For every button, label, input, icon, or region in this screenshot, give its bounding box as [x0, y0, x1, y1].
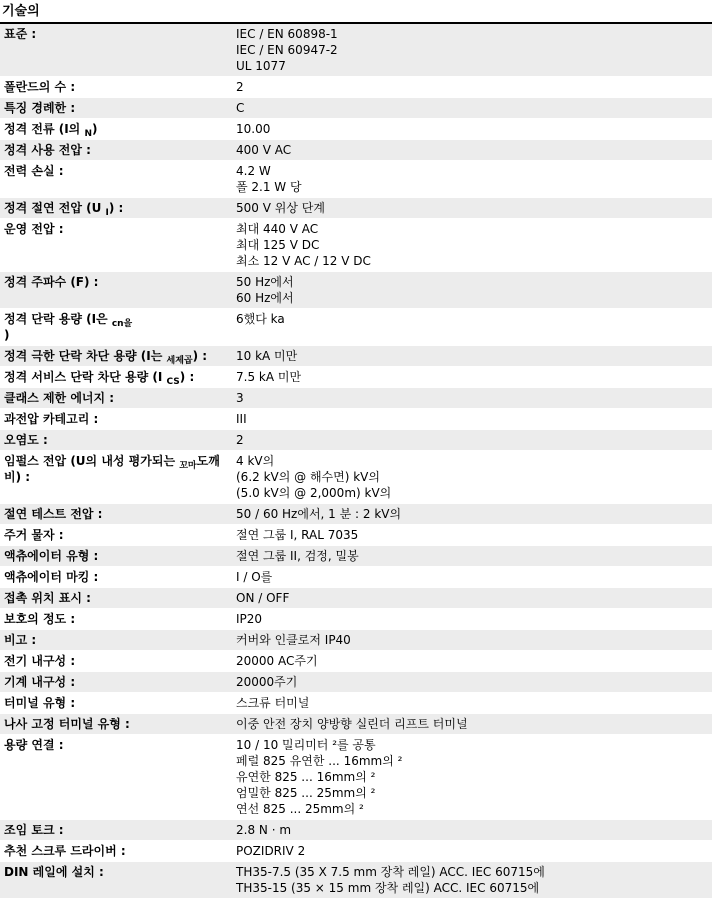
spec-label-text: DIN 레일에 설치 : [4, 865, 104, 879]
spec-label-text: 용량 연결 : [4, 738, 64, 752]
spec-value [232, 525, 712, 546]
spec-value [232, 735, 712, 820]
spec-row [0, 98, 712, 119]
spec-value-line: 50 Hz에서 [236, 275, 294, 289]
spec-label-text: 정격 극한 단락 차단 용량 (I는 [4, 349, 167, 363]
spec-label-text: 주거 물자 : [4, 528, 64, 542]
spec-value-line: 이중 안전 장치 양방향 실린더 리프트 터미널 [236, 717, 468, 731]
spec-value-line: 6했다 ka [236, 312, 285, 326]
spec-label [0, 862, 232, 899]
spec-value [232, 119, 712, 140]
spec-value-line: I / O를 [236, 570, 273, 584]
spec-value-line: 3 [236, 391, 244, 405]
spec-value-line: POZIDRIV 2 [236, 844, 306, 858]
spec-value-line: III [236, 412, 247, 426]
spec-label-subscript: I [105, 208, 109, 218]
spec-value-line: C [236, 101, 245, 115]
spec-value-line: (5.0 kV의 @ 2,000m) kV의 [236, 486, 392, 500]
spec-row [0, 24, 712, 77]
spec-label [0, 272, 232, 309]
spec-value-line: 60 Hz에서 [236, 291, 294, 305]
spec-label-suffix: ) : [108, 201, 124, 215]
spec-value-line: 500 V 위상 단계 [236, 201, 325, 215]
spec-label-text: 클래스 제한 에너지 : [4, 391, 115, 405]
spec-label [0, 346, 232, 367]
spec-label-text: 특징 경례한 : [4, 101, 76, 115]
spec-value-line: 50 / 60 Hz에서, 1 분 : 2 kV의 [236, 507, 402, 521]
spec-row [0, 841, 712, 862]
spec-value [232, 651, 712, 672]
spec-label-suffix: ) [4, 328, 10, 342]
spec-row [0, 119, 712, 140]
spec-label-text: 오염도 : [4, 433, 48, 447]
spec-value [232, 714, 712, 735]
spec-label [0, 409, 232, 430]
spec-label-text: 표준 : [4, 27, 37, 41]
spec-label-text: 정격 단락 용량 (I은 [4, 312, 112, 326]
spec-label [0, 735, 232, 820]
spec-label-subscript: N [84, 129, 92, 139]
spec-row [0, 630, 712, 651]
spec-label-subscript: 세제곱 [166, 356, 193, 366]
spec-row [0, 219, 712, 272]
spec-value-line: 2.8 N · m [236, 823, 292, 837]
spec-value [232, 272, 712, 309]
spec-label-text: 터미널 유형 : [4, 696, 76, 710]
spec-row [0, 198, 712, 219]
section-title: 기술의 [0, 0, 712, 24]
spec-row [0, 651, 712, 672]
spec-label [0, 630, 232, 651]
spec-value-line: 10.00 [236, 122, 271, 136]
spec-value-line: ON / OFF [236, 591, 290, 605]
spec-label-text: 임펄스 전압 (U의 내성 평가되는 [4, 454, 180, 468]
spec-value-line: 유연한 825 ... 16mm의 ² [236, 770, 376, 784]
spec-value-line: 10 / 10 밀리미터 ²를 공통 [236, 738, 376, 752]
spec-value [232, 198, 712, 219]
spec-value-line: 절연 그룹 I, RAL 7035 [236, 528, 359, 542]
spec-value [232, 140, 712, 161]
spec-label [0, 609, 232, 630]
spec-label-text: 운영 전압 : [4, 222, 64, 236]
spec-value [232, 77, 712, 98]
spec-row [0, 430, 712, 451]
spec-row [0, 820, 712, 841]
spec-label-text: 정격 서비스 단락 차단 용량 (I [4, 370, 167, 384]
spec-value-line: UL 1077 [236, 59, 286, 73]
spec-value [232, 409, 712, 430]
spec-label [0, 77, 232, 98]
spec-label-text: 기계 내구성 : [4, 675, 76, 689]
spec-label [0, 567, 232, 588]
spec-label-text: 정격 절연 전압 (U [4, 201, 106, 215]
spec-row [0, 346, 712, 367]
spec-value-line: 엄밀한 825 ... 25mm의 ² [236, 786, 376, 800]
spec-table-body [0, 24, 712, 899]
spec-label-text: 폴란드의 수 : [4, 80, 76, 94]
spec-row [0, 672, 712, 693]
spec-value-line: IEC / EN 60947-2 [236, 43, 338, 57]
spec-label-text: 비고 : [4, 633, 37, 647]
spec-row [0, 77, 712, 98]
spec-label-text: 정격 전류 (I의 [4, 122, 85, 136]
spec-value-line: 페럴 825 유연한 ... 16mm의 ² [236, 754, 403, 768]
spec-label [0, 451, 232, 504]
spec-label-suffix: ) : [179, 370, 195, 384]
spec-label [0, 588, 232, 609]
spec-label [0, 388, 232, 409]
spec-row [0, 161, 712, 198]
spec-label [0, 525, 232, 546]
spec-value [232, 841, 712, 862]
spec-label-text: 조임 토크 : [4, 823, 64, 837]
spec-label-text: 정격 주파수 (F) : [4, 275, 99, 289]
spec-value-line: 절연 그룹 II, 검정, 밀봉 [236, 549, 359, 563]
spec-label-text: 정격 사용 전압 : [4, 143, 91, 157]
spec-row [0, 714, 712, 735]
spec-value [232, 367, 712, 388]
spec-label [0, 841, 232, 862]
spec-value-line: (6.2 kV의 @ 해수면) kV의 [236, 470, 380, 484]
spec-table [0, 24, 712, 899]
spec-label-text: 전력 손실 : [4, 164, 64, 178]
spec-row [0, 451, 712, 504]
spec-label-text: 나사 고정 터미널 유형 : [4, 717, 130, 731]
spec-label [0, 546, 232, 567]
spec-value-line: 2 [236, 433, 244, 447]
spec-label [0, 367, 232, 388]
spec-value-line: 20000 AC주기 [236, 654, 318, 668]
spec-label-subscript: cn을 [111, 319, 133, 329]
spec-row [0, 367, 712, 388]
spec-value-line: 4.2 W [236, 164, 271, 178]
spec-row [0, 504, 712, 525]
spec-label-text: 과전압 카테고리 : [4, 412, 99, 426]
spec-row [0, 609, 712, 630]
spec-label [0, 820, 232, 841]
spec-value-line: 7.5 kA 미만 [236, 370, 302, 384]
spec-row [0, 735, 712, 820]
spec-row [0, 272, 712, 309]
spec-label-text: 절연 테스트 전압 : [4, 507, 103, 521]
spec-value-line: 최대 125 V DC [236, 238, 320, 252]
spec-value [232, 693, 712, 714]
spec-value-line: 연선 825 ... 25mm의 ² [236, 802, 364, 816]
spec-label-text: 전기 내구성 : [4, 654, 76, 668]
spec-row [0, 409, 712, 430]
spec-label [0, 119, 232, 140]
spec-value [232, 451, 712, 504]
spec-label-suffix: ) : [192, 349, 208, 363]
spec-row [0, 862, 712, 899]
spec-label [0, 161, 232, 198]
spec-row [0, 140, 712, 161]
spec-value [232, 672, 712, 693]
spec-row [0, 309, 712, 346]
spec-label [0, 651, 232, 672]
spec-label [0, 198, 232, 219]
spec-row [0, 525, 712, 546]
spec-label [0, 309, 232, 346]
spec-value-line: 스크류 터미널 [236, 696, 310, 710]
spec-value [232, 309, 712, 346]
spec-value-line: 4 kV의 [236, 454, 275, 468]
spec-row [0, 388, 712, 409]
spec-value [232, 430, 712, 451]
spec-label-subscript: CS [166, 377, 180, 387]
spec-label-suffix: 도깨비) : [4, 454, 220, 484]
spec-label [0, 672, 232, 693]
spec-value [232, 820, 712, 841]
spec-label-text: 액츄에이터 마킹 : [4, 570, 99, 584]
spec-label [0, 693, 232, 714]
spec-value-line: TH35-15 (35 × 15 mm 장착 레일) ACC. IEC 60715에 [236, 881, 540, 895]
spec-value-line: 최대 440 V AC [236, 222, 319, 236]
spec-value [232, 504, 712, 525]
spec-value [232, 630, 712, 651]
spec-label-text: 접촉 위치 표시 : [4, 591, 91, 605]
spec-value-line: 최소 12 V AC / 12 V DC [236, 254, 371, 268]
spec-value [232, 609, 712, 630]
spec-label [0, 98, 232, 119]
spec-value-line: 2 [236, 80, 244, 94]
spec-row [0, 567, 712, 588]
spec-value [232, 388, 712, 409]
spec-label-suffix: ) [92, 122, 98, 136]
spec-value-line: 폴 2.1 W 당 [236, 180, 302, 194]
spec-label [0, 219, 232, 272]
spec-label-text: 보호의 정도 : [4, 612, 76, 626]
spec-value [232, 24, 712, 77]
spec-value-line: 커버와 인클로저 IP40 [236, 633, 351, 647]
spec-value-line: 20000주기 [236, 675, 298, 689]
spec-row [0, 693, 712, 714]
spec-value [232, 219, 712, 272]
spec-label [0, 714, 232, 735]
spec-label-text: 추천 스크루 드라이버 : [4, 844, 126, 858]
spec-value [232, 588, 712, 609]
spec-value-line: 10 kA 미만 [236, 349, 298, 363]
spec-label-text: 액츄에이터 유형 : [4, 549, 99, 563]
spec-value-line: 400 V AC [236, 143, 292, 157]
spec-value [232, 862, 712, 899]
spec-value [232, 98, 712, 119]
spec-value [232, 567, 712, 588]
spec-value [232, 546, 712, 567]
spec-label [0, 430, 232, 451]
spec-label-subscript: 꼬마 [179, 461, 197, 471]
spec-value-line: IEC / EN 60898-1 [236, 27, 338, 41]
spec-row [0, 588, 712, 609]
spec-value-line: IP20 [236, 612, 263, 626]
spec-label [0, 24, 232, 77]
spec-label [0, 140, 232, 161]
spec-value-line: TH35-7.5 (35 X 7.5 mm 장착 레일) ACC. IEC 60715에 [236, 865, 545, 879]
spec-label [0, 504, 232, 525]
spec-value [232, 161, 712, 198]
spec-value [232, 346, 712, 367]
spec-row [0, 546, 712, 567]
